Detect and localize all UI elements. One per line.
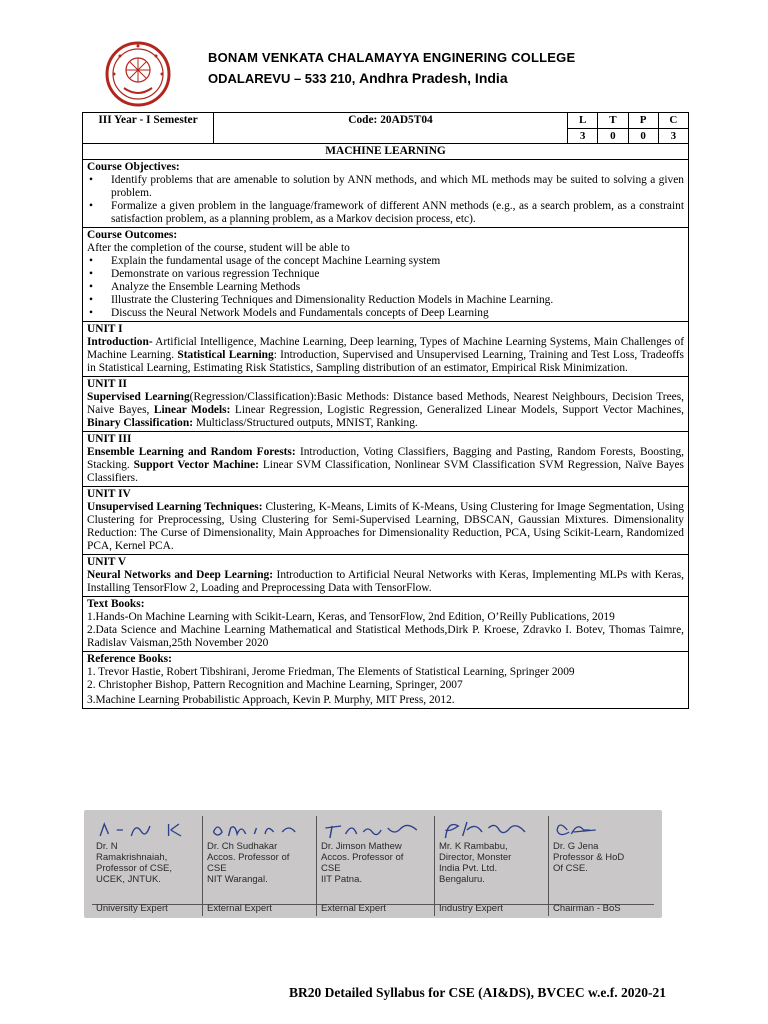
signatory-role: Chairman - BoS (553, 903, 621, 914)
objectives-section (83, 160, 689, 228)
unit-3-text-1: Introduction, Voting Classifiers, Bagging and Pasting, Random Forests, Boosting, Stacking. (87, 446, 685, 472)
ltpc-label-c: C (658, 113, 688, 128)
text-books-heading: Text Books: (87, 598, 145, 611)
signatory-line: Accos. Professor of (321, 851, 404, 863)
objective-item: • Formalize a given problem in the language/framework of different ANN methods (e.g., as a search problem, as a constraint satisfaction problem, as a planning problem, as a Markov decision process, etc). (87, 200, 684, 226)
signature-5 (553, 818, 655, 840)
college-address (208, 70, 508, 86)
unit-4-row (83, 487, 689, 555)
signatory-role: External Expert (207, 903, 272, 914)
signature-1 (96, 818, 200, 840)
reference-books-row (83, 652, 689, 709)
course-code: Code: 20AD5T04 (214, 113, 568, 144)
unit-2-text-3: Multiclass/Structured outputs, MNIST, Ranking. (193, 417, 418, 430)
unit-3-topic-1: Ensemble Learning and Random Forests: (87, 446, 296, 459)
ltpc-label-t: T (598, 113, 628, 128)
signatory-1 (92, 816, 200, 916)
ltpc-table (568, 113, 688, 143)
unit-1-text-1: Artificial Intelligence, Machine Learning, Deep learning, Types of Machine Learning Systems, Main Challenges of Machine Learning. (87, 336, 684, 362)
signatory-line: CSE (321, 862, 341, 874)
signatory-line: CSE (207, 862, 227, 874)
unit-4-title: UNIT IV (87, 488, 131, 501)
unit-1-topic-1: Introduction- (87, 336, 153, 349)
ltpc-label-p: P (628, 113, 658, 128)
reference-book-item: 3.Machine Learning Probabilistic Approach, Kevin P. Murphy, MIT Press, 2012. (87, 694, 455, 707)
signatory-line: Dr. G Jena (553, 841, 599, 852)
signatory-4 (434, 816, 547, 916)
text-book-item: 1.Hands-On Machine Learning with Scikit-Learn, Keras, and TensorFlow, 2nd Edition, O’Reilly Publications, 2019 (87, 611, 615, 624)
year-semester: III Year - I Semester (83, 113, 214, 144)
signatory-line: India Pvt. Ltd. (439, 862, 498, 874)
reference-books-section (83, 652, 689, 709)
unit-4-section (83, 487, 689, 555)
ltpc-value-t: 0 (598, 128, 628, 143)
objectives-heading: Course Objectives: (87, 161, 180, 174)
unit-3-text-2: Linear SVM Classification, Nonlinear SVM Classification SVM Regression, Naïve Bayes Classifiers. (87, 459, 684, 485)
outcomes-intro: After the completion of the course, student will be able to (87, 242, 350, 255)
unit-1-title: UNIT I (87, 323, 123, 336)
text-book-item: 2.Data Science and Machine Learning Mathematical and Statistical Methods,Dirk P. Kroese, Zdravko I. Botev, Thomas Taimre, Radislav Vaisman,25th November 2020 (87, 624, 684, 650)
address-prefix: ODALAREVU – 533 210, (208, 71, 360, 86)
objective-item: • Identify problems that are amenable to solution by ANN methods, and which ML methods may be suited to solving a given problem. (87, 174, 684, 200)
unit-2-title: UNIT II (87, 378, 127, 391)
signatory-line: UCEK, JNTUK. (96, 873, 161, 885)
unit-3-body (87, 446, 684, 485)
unit-5-title: UNIT V (87, 556, 127, 569)
unit-1-body (87, 336, 684, 375)
unit-3-section (83, 432, 689, 487)
outcome-item: • Illustrate the Clustering Techniques and Dimensionality Reduction Models in Machine Learning. (87, 294, 684, 307)
unit-2-topic-1: Supervised Learning (87, 391, 190, 404)
syllabus-table (82, 112, 689, 709)
ltpc-value-p: 0 (628, 128, 658, 143)
signatory-role: Industry Expert (439, 903, 503, 914)
signature-3 (321, 818, 432, 840)
signatory-line: Professor & HoD (553, 851, 625, 863)
unit-2-body (87, 391, 684, 430)
signatory-2 (202, 816, 315, 916)
outcome-item: • Explain the fundamental usage of the concept Machine Learning system (87, 255, 684, 268)
unit-4-topic-1: Unsupervised Learning Techniques: (87, 501, 263, 514)
outcomes-list (87, 255, 684, 320)
unit-1-row (83, 322, 689, 377)
signatory-line: Accos. Professor of (207, 851, 290, 863)
ltpc-value-l: 3 (568, 128, 598, 143)
objectives-list (87, 174, 684, 226)
unit-4-text-1: Clustering, K-Means, Limits of K-Means, Using Clustering for Image Segmentation, Using Clustering for Preprocessing, Using Clustering for Semi-Supervised Learning, DBSCAN, Gaussian Mixtures. Dimensionality Reduction: The Curse of Dimensionality, Main Approaches for Dimensionality Reduction, PCA, Using Scikit-Learn, Randomized PCA, Kernel PCA. (87, 501, 684, 553)
outcome-item: • Discuss the Neural Network Models and Fundamentals concepts of Deep Learning (87, 307, 684, 320)
signatory-line: Bengaluru. (439, 873, 485, 885)
signatory-role: University Expert (96, 903, 168, 914)
unit-2-section (83, 377, 689, 432)
outcome-item: • Analyze the Ensemble Learning Methods (87, 281, 684, 294)
signatory-role: External Expert (321, 903, 386, 914)
signatory-line: Director, Monster (439, 851, 512, 863)
signatory-line: Mr. K Rambabu, (439, 841, 508, 852)
address-state: Andhra Pradesh, India (359, 70, 508, 86)
signatory-line: Ramakrishnaiah, (96, 851, 168, 863)
unit-5-row (83, 555, 689, 597)
outcomes-section (83, 228, 689, 322)
text-books-section (83, 597, 689, 652)
outcomes-row (83, 228, 689, 322)
unit-1-topic-2: Statistical Learning (177, 349, 274, 362)
unit-2-topic-3: Binary Classification: (87, 417, 193, 430)
outcome-item: • Demonstrate on various regression Technique (87, 268, 684, 281)
signatory-line: Dr. Jimson Mathew (321, 841, 402, 852)
signature-2 (207, 818, 315, 840)
course-title-row (83, 144, 689, 160)
reference-books-heading: Reference Books: (87, 653, 172, 666)
signatory-line: Professor of CSE, (96, 862, 173, 874)
unit-5-topic-1: Neural Networks and Deep Learning: (87, 569, 274, 582)
signature-4 (439, 818, 547, 840)
college-name: BONAM VENKATA CHALAMAYYA ENGINERING COLLEGE (208, 50, 576, 65)
unit-5-text-1: Introduction to Artificial Neural Networks with Keras, Implementing MLPs with Keras, Installing TensorFlow 2, Loading and Preprocessing Data with TensorFlow. (87, 569, 684, 595)
unit-5-section (83, 555, 689, 597)
unit-2-text-1: (Regression/Classification):Basic Methods: Distance based Methods, Nearest Neighbours, Decision Trees, Naive Bayes, (87, 391, 684, 417)
signatory-line: NIT Warangal. (207, 873, 268, 885)
unit-2-text-2: Linear Regression, Logistic Regression, Generalized Linear Models, Support Vector Machines, (230, 404, 685, 417)
text-books-row (83, 597, 689, 652)
page-footer: BR20 Detailed Syllabus for CSE (AI&DS), BVCEC w.e.f. 2020-21 (289, 985, 667, 1000)
signatory-line: Dr. Ch Sudhakar (207, 841, 278, 852)
reference-book-item: 1. Trevor Hastie, Robert Tibshirani, Jerome Friedman, The Elements of Statistical Learning, Springer 2009 (87, 666, 575, 679)
ltpc-value-c: 3 (658, 128, 688, 143)
bos-signature-table (92, 816, 654, 916)
unit-3-title: UNIT III (87, 433, 132, 446)
unit-4-body (87, 501, 684, 553)
signatory-3 (316, 816, 433, 916)
unit-3-topic-2: Support Vector Machine: (133, 459, 259, 472)
unit-1-section (83, 322, 689, 377)
unit-2-row (83, 377, 689, 432)
signatory-5 (548, 816, 655, 916)
unit-3-row (83, 432, 689, 487)
course-title: MACHINE LEARNING (83, 144, 689, 160)
unit-5-body (87, 569, 684, 595)
course-header-row (83, 113, 689, 144)
reference-book-item: 2. Christopher Bishop, Pattern Recognition and Machine Learning, Springer, 2007 (87, 679, 463, 692)
signatory-line: IIT Patna. (321, 873, 363, 885)
unit-2-topic-2: Linear Models: (153, 404, 231, 417)
outcomes-heading: Course Outcomes: (87, 229, 178, 242)
ltpc-label-l: L (568, 113, 598, 128)
signatory-line: Of CSE. (553, 862, 588, 874)
ltpc-cell (568, 113, 689, 144)
college-logo (104, 40, 172, 108)
signatory-line: Dr. N (96, 841, 118, 852)
unit-1-text-2: : Introduction, Supervised and Unsupervised Learning, Training and Test Loss, Tradeoffs in Statistical Learning, Estimating Risk Statistics, Sampling distribution of an estimator, Empirical Risk Minimization. (87, 349, 684, 375)
objectives-row (83, 160, 689, 228)
